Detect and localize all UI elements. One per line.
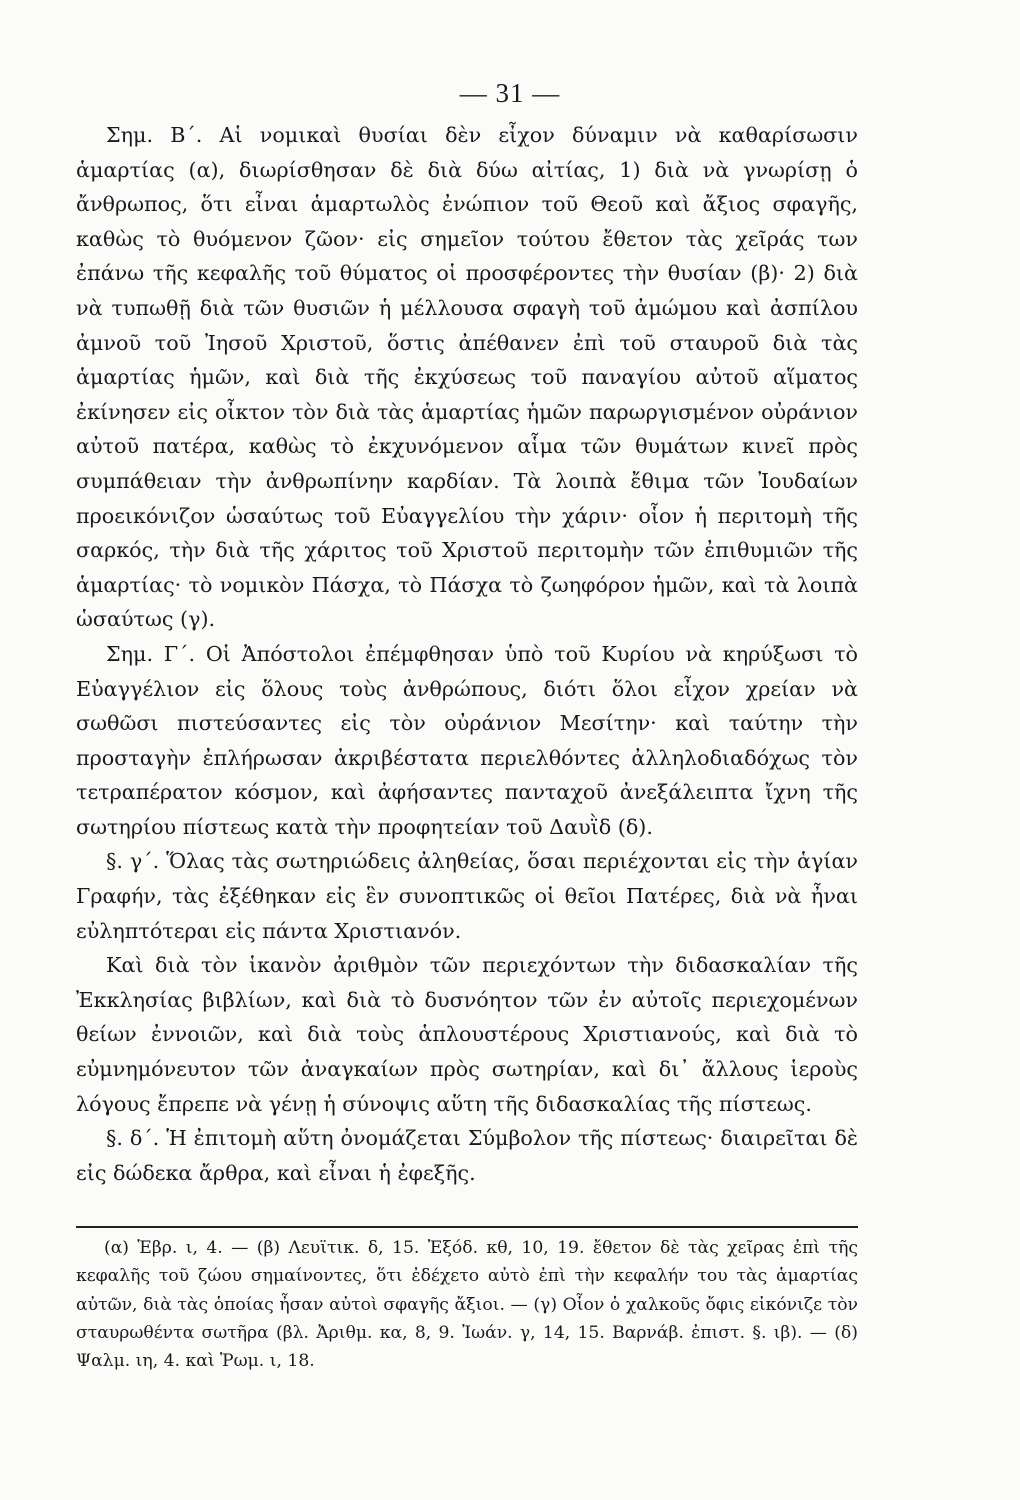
paragraph-note-b: Σημ. Β΄. Αἱ νομικαὶ θυσίαι δὲν εἶχον δύναμιν νὰ καθαρίσωσιν ἁμαρτίας (α), διωρίσθησαν δὲ διὰ δύω αἰτίας, 1) διὰ νὰ γνωρίσῃ ὁ ἄνθρωπος, ὅτι εἶναι ἁμαρτωλὸς ἐνώπιον τοῦ Θεοῦ καὶ ἄξιος σφαγῆς, καθὼς τὸ θυόμενον ζῶον· εἰς σημεῖον τούτου ἔθετον τὰς χεῖράς των ἐπάνω τῆς κεφαλῆς τοῦ θύματος οἱ προσφέροντες τὴν θυσίαν (β)· 2) διὰ νὰ τυπωθῇ διὰ τῶν θυσιῶν ἡ μέλλουσα σφαγὴ τοῦ ἀμώμου καὶ ἀσπίλου ἀμνοῦ τοῦ Ἰησοῦ Χριστοῦ, ὅστις ἀπέθανεν ἐπὶ τοῦ σταυροῦ διὰ τὰς ἁμαρτίας ἡμῶν, καὶ διὰ τῆς ἐκχύσεως τοῦ παναγίου αὐτοῦ αἵματος ἐκίνησεν εἰς οἶκτον τὸν διὰ τὰς ἁμαρτίας ἡμῶν παρωργισμένον οὐράνιον αὐτοῦ πατέρα, καθὼς τὸ ἐκχυνόμενον αἷμα τῶν θυμάτων κινεῖ πρὸς συμπάθειαν τὴν ἀνθρωπίνην καρδίαν. Τὰ λοιπὰ ἔθιμα τῶν Ἰουδαίων προεικόνιζον ὡσαύτως τοῦ Εὐαγγελίου τὴν χάριν· οἷον ἡ περιτομὴ τῆς σαρκός, τὴν διὰ τῆς χάριτος τοῦ Χριστοῦ περιτομὴν τῶν ἐπιθυμιῶν τῆς ἁμαρτίας· τὸ νομικὸν Πάσχα, τὸ Πάσχα τὸ ζωηφόρον ἡμῶν, καὶ τὰ λοιπὰ ὡσαύτως (γ). (76, 123, 858, 632)
footnote-text: (α) Ἑβρ. ι, 4. — (β) Λευϊτικ. δ, 15. Ἐξόδ. κθ, 10, 19. ἔθετον δὲ τὰς χεῖρας ἐπὶ τῆς κεφαλῆς τοῦ ζώου σημαίνοντες, ὅτι ἐδέχετο αὐτὸ ἐπὶ τὴν κεφαλήν του τὰς ἁμαρτίας αὐτῶν, διὰ τὰς ὁποίας ἦσαν αὐτοὶ σφαγῆς ἄξιοι. — (γ) Οἷον ὁ χαλκοῦς ὄφις εἰκόνιζε τὸν σταυρωθέντα σωτῆρα (βλ. Ἀριθμ. κα, 8, 9. Ἰωάν. γ, 14, 15. Βαρνάβ. ἐπιστ. §. ιβ). — (δ) Ψαλμ. ιη, 4. καὶ Ῥωμ. ι, 18. (76, 1238, 858, 1372)
page-number: — 31 — (459, 78, 561, 108)
main-text (76, 118, 858, 1190)
paragraph-section-d: §. δ΄. Ἡ ἐπιτομὴ αὕτη ὀνομάζεται Σύμβολον τῆς πίστεως· διαιρεῖται δὲ εἰς δώδεκα ἄρθρα, καὶ εἶναι ἡ ἐφεξῆς. (76, 1126, 858, 1185)
paragraph-reasons: Καὶ διὰ τὸν ἱκανὸν ἀριθμὸν τῶν περιεχόντων τὴν διδασκαλίαν τῆς Ἐκκλησίας βιβλίων, καὶ διὰ τὸ δυσνόητον τῶν ἐν αὐτοῖς περιεχομένων θείων ἐννοιῶν, καὶ διὰ τοὺς ἁπλουστέρους Χριστιανούς, καὶ διὰ τὸ εὐμνημόνευτον τῶν ἀναγκαίων πρὸς σωτηρίαν, καὶ δι᾽ ἄλλους ἱεροὺς λόγους ἔπρεπε νὰ γένῃ ἡ σύνοψις αὕτη τῆς διδασκαλίας τῆς πίστεως. (76, 953, 858, 1116)
paragraph-note-g: Σημ. Γ΄. Οἱ Ἀπόστολοι ἐπέμφθησαν ὑπὸ τοῦ Κυρίου νὰ κηρύξωσι τὸ Εὐαγγέλιον εἰς ὅλους τοὺς ἀνθρώπους, διότι ὅλοι εἶχον χρείαν νὰ σωθῶσι πιστεύσαντες εἰς τὸν οὐράνιον Μεσίτην· καὶ ταύτην τὴν προσταγὴν ἐπλήρωσαν ἀκριβέστατα περιελθόντες ἀλληλοδιαδόχως τὸν τετραπέρατον κόσμον, καὶ ἀφήσαντες πανταχοῦ ἀνεξάλειπτα ἴχνη τῆς σωτηρίου πίστεως κατὰ τὴν προφητείαν τοῦ Δαυῒδ (δ). (76, 641, 858, 839)
footnote-divider (76, 1226, 858, 1228)
footnotes (76, 1234, 858, 1375)
paragraph-section-g: §. γ΄. Ὅλας τὰς σωτηριώδεις ἀληθείας, ὅσαι περιέχονται εἰς τὴν ἁγίαν Γραφήν, τὰς ἐξέθηκαν εἰς ἓν συνοπτικῶς οἱ θεῖοι Πατέρες, διὰ νὰ ἦναι εὐληπτότεραι εἰς πάντα Χριστιανόν. (76, 849, 858, 943)
